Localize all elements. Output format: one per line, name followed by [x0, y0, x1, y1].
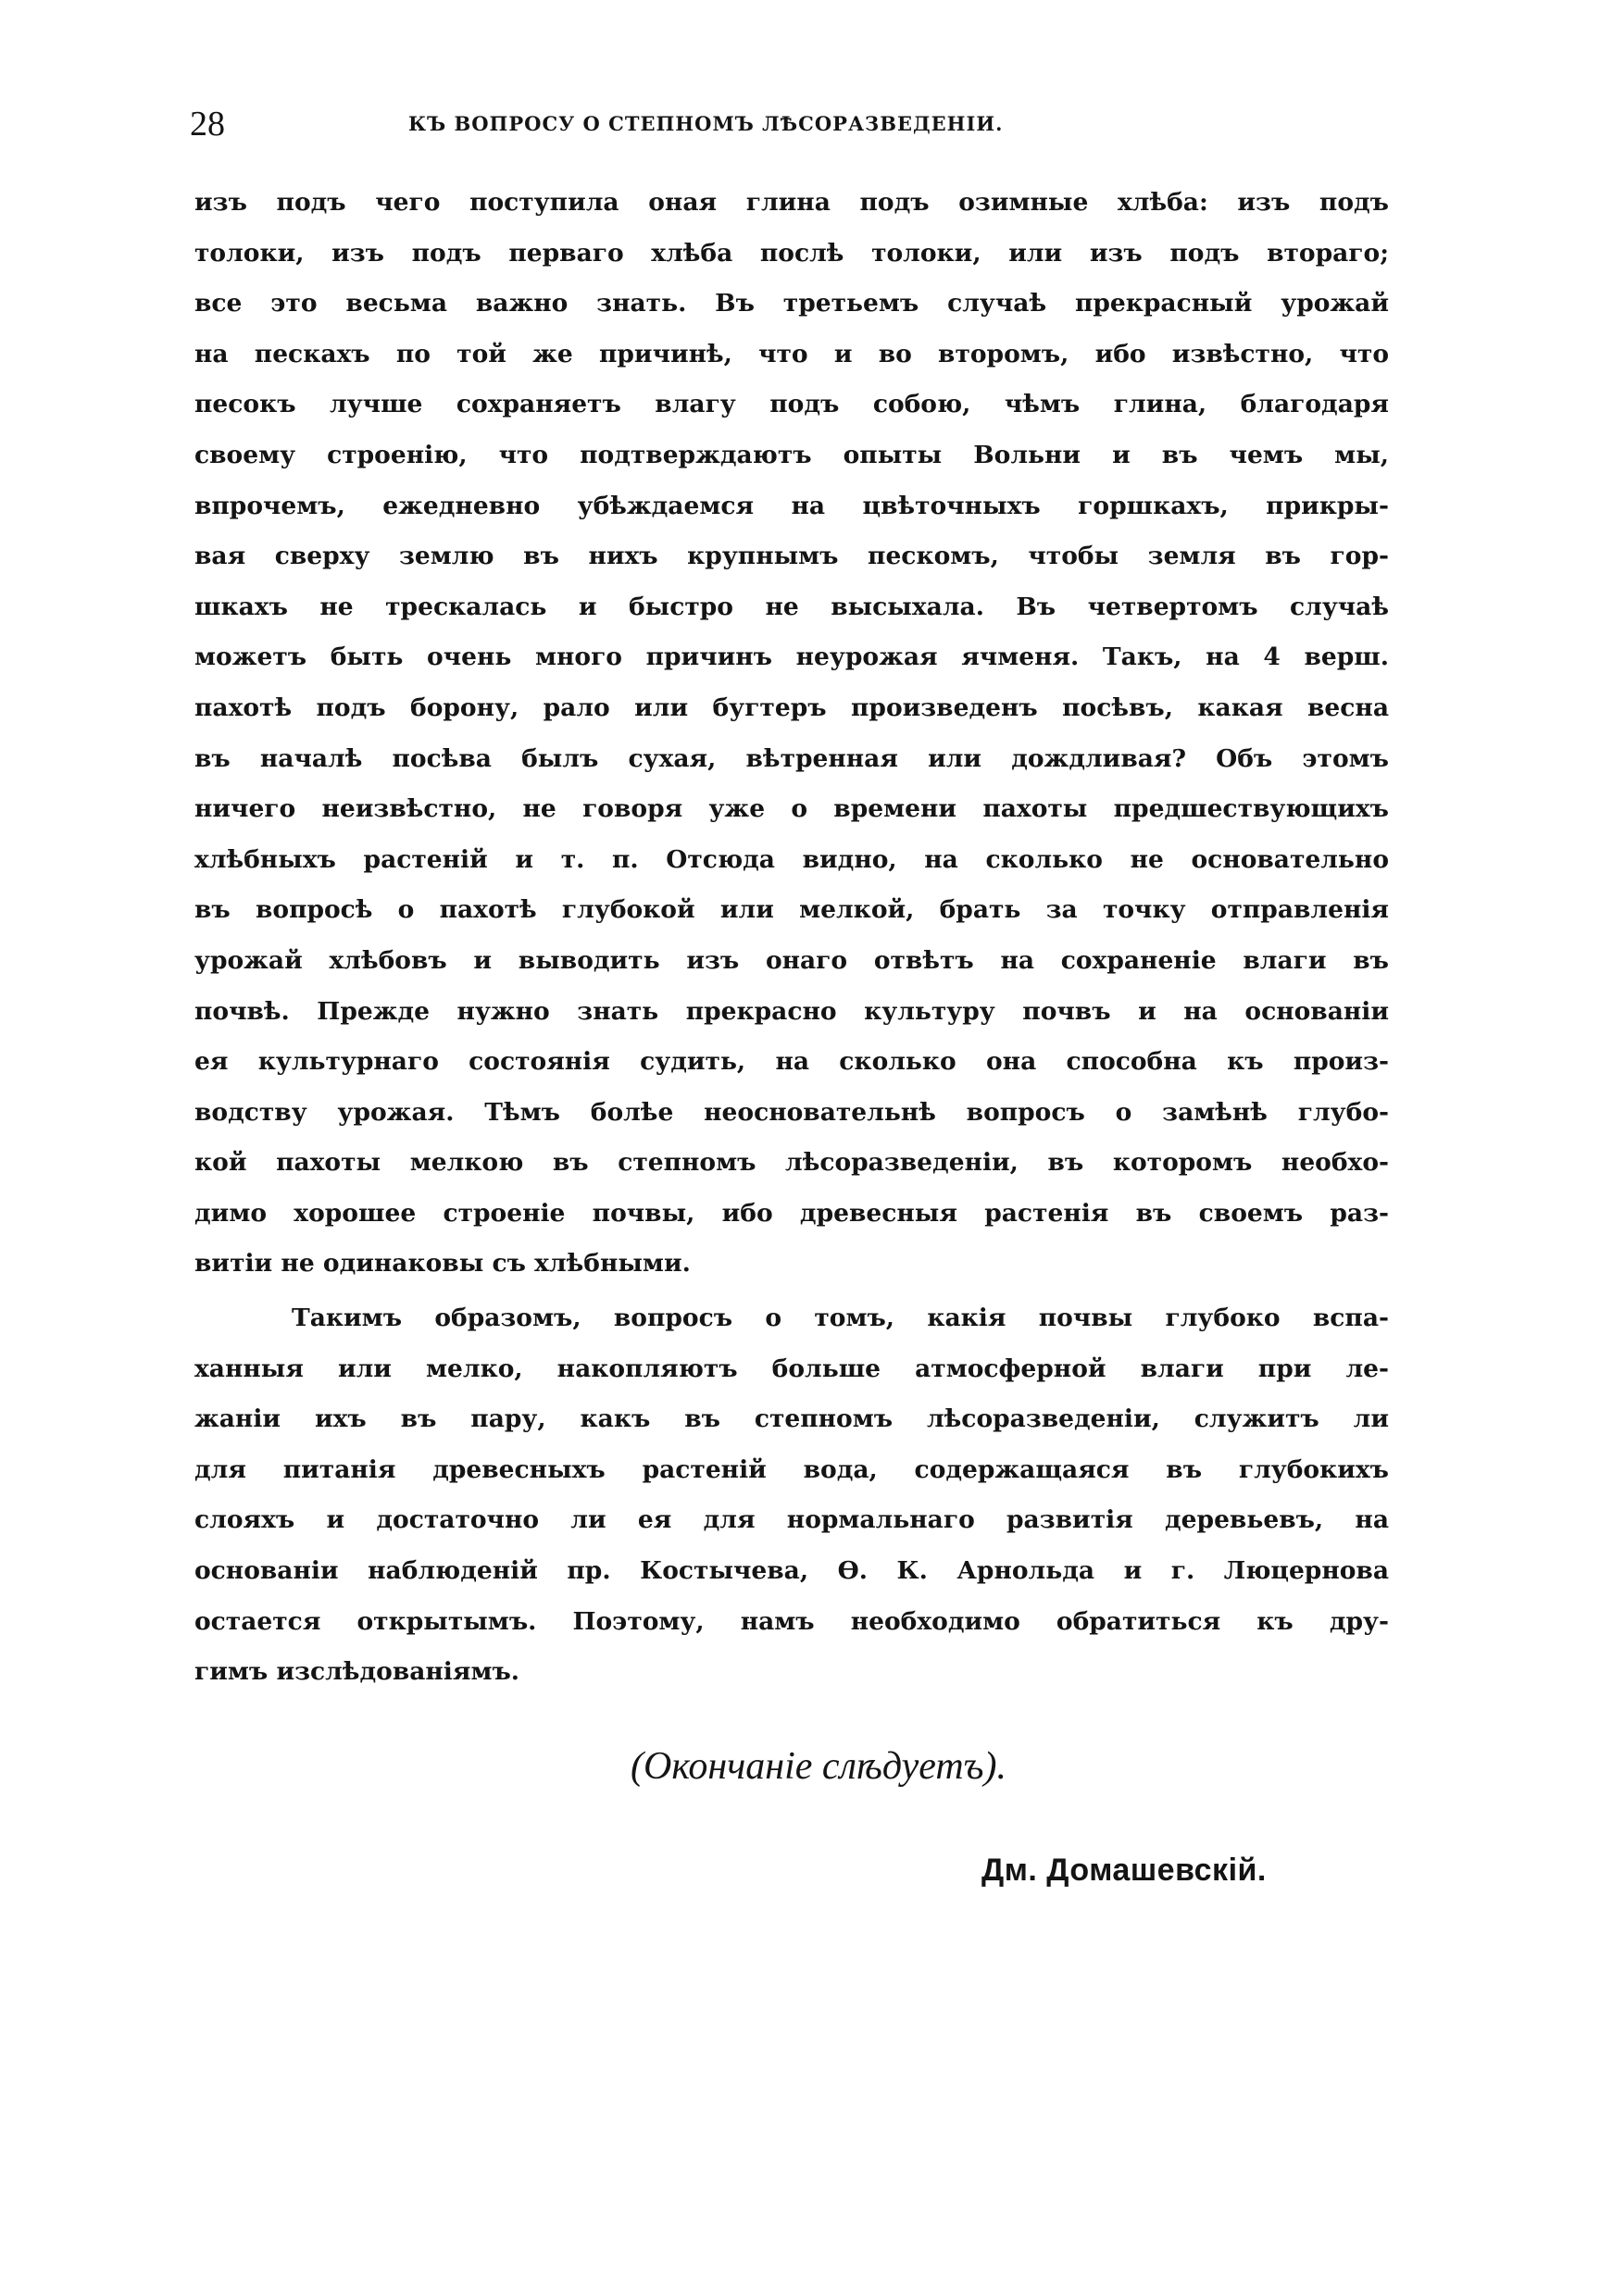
paragraph-line: основаніи наблюденій пр. Костычева, Ѳ. К. Арнольда и г. Люцернова	[194, 1556, 1389, 1586]
paragraph-line: пахотѣ подъ борону, рало или бугтеръ произведенъ посѣвъ, какая весна	[194, 693, 1389, 722]
page-header	[190, 96, 1384, 152]
paragraph-line: въ началѣ посѣва былъ сухая, вѣтренная или дождливая? Объ этомъ	[194, 743, 1389, 773]
paragraph-line: толоки, изъ подъ перваго хлѣба послѣ толоки, или изъ подъ втораго;	[194, 238, 1389, 268]
paragraph-line: гимъ изслѣдованіямъ.	[194, 1657, 520, 1687]
paragraph-1	[194, 178, 1389, 1290]
paragraph-line: ничего неизвѣстно, не говоря уже о времени пахоты предшествующихъ	[194, 794, 1389, 824]
paragraph-line: Такимъ образомъ, вопросъ о томъ, какія почвы глубоко вспа-	[292, 1304, 1389, 1333]
page-number: 28	[190, 105, 225, 144]
paragraph-line: ея культурнаго состоянія судить, на сколько она способна къ произ-	[194, 1047, 1389, 1077]
paragraph-line: вая сверху землю въ нихъ крупнымъ пескомъ, чтобы земля въ гор-	[194, 542, 1389, 571]
paragraph-line: на пескахъ по той же причинѣ, что и во второмъ, ибо извѣстно, что	[194, 339, 1389, 368]
author-signature: Дм. Домашевскій.	[981, 1853, 1267, 1888]
paragraph-line: витіи не одинаковы съ хлѣбными.	[194, 1249, 691, 1279]
paragraph-line: урожай хлѣбовъ и выводить изъ онаго отвѣтъ на сохраненіе влаги въ	[194, 945, 1389, 975]
paragraph-line: впрочемъ, ежедневно убѣждаемся на цвѣточныхъ горшкахъ, прикры-	[194, 491, 1389, 520]
paragraph-line: почвѣ. Прежде нужно знать прекрасно культуру почвъ и на основаніи	[194, 996, 1389, 1026]
paragraph-line: песокъ лучше сохраняетъ влагу подъ собою, чѣмъ глина, благодаря	[194, 390, 1389, 419]
paragraph-line: все это весьма важно знать. Въ третьемъ случаѣ прекрасный урожай	[194, 289, 1389, 318]
paragraph-line: кой пахоты мелкою въ степномъ лѣсоразведеніи, въ которомъ необхо-	[194, 1148, 1389, 1178]
paragraph-line: жаніи ихъ въ пару, какъ въ степномъ лѣсоразведеніи, служитъ ли	[194, 1404, 1389, 1434]
paragraph-line: хлѣбныхъ растеній и т. п. Отсюда видно, на сколько не основательно	[194, 844, 1389, 874]
paragraph-line: остается открытымъ. Поэтому, намъ необходимо обратиться къ дру-	[194, 1606, 1389, 1636]
paragraph-line: ханныя или мелко, накопляютъ больше атмосферной влаги при ле-	[194, 1354, 1389, 1383]
paragraph-line: слояхъ и достаточно ли ея для нормальнаго развитія деревьевъ, на	[194, 1505, 1389, 1535]
paragraph-line: шкахъ не трескалась и быстро не высыхала. Въ четвертомъ случаѣ	[194, 592, 1389, 621]
paragraph-line: водству урожая. Тѣмъ болѣе неосновательнѣ вопросъ о замѣнѣ глубо-	[194, 1097, 1389, 1127]
paragraph-line: изъ подъ чего поступила оная глина подъ озимные хлѣба: изъ подъ	[194, 188, 1389, 217]
paragraph-2	[194, 1293, 1389, 1698]
paragraph-line: своему строенію, что подтверждаютъ опыты Вольни и въ чемъ мы,	[194, 440, 1389, 469]
running-title: КЪ ВОПРОСУ О СТЕПНОМЪ ЛѢСОРАЗВЕДЕНІИ.	[408, 112, 1004, 135]
paragraph-line: для питанія древесныхъ растеній вода, содержащаяся въ глубокихъ	[194, 1454, 1389, 1484]
paragraph-line: димо хорошее строеніе почвы, ибо древесныя растенія въ своемъ раз-	[194, 1198, 1389, 1228]
paragraph-line: въ вопросѣ о пахотѣ глубокой или мелкой, брать за точку отправленія	[194, 895, 1389, 925]
article-body	[194, 178, 1389, 1698]
paragraph-line: можетъ быть очень много причинъ неурожая ячменя. Такъ, на 4 верш.	[194, 643, 1389, 672]
continuation-note: (Окончаніе слѣдуетъ).	[631, 1745, 1006, 1788]
